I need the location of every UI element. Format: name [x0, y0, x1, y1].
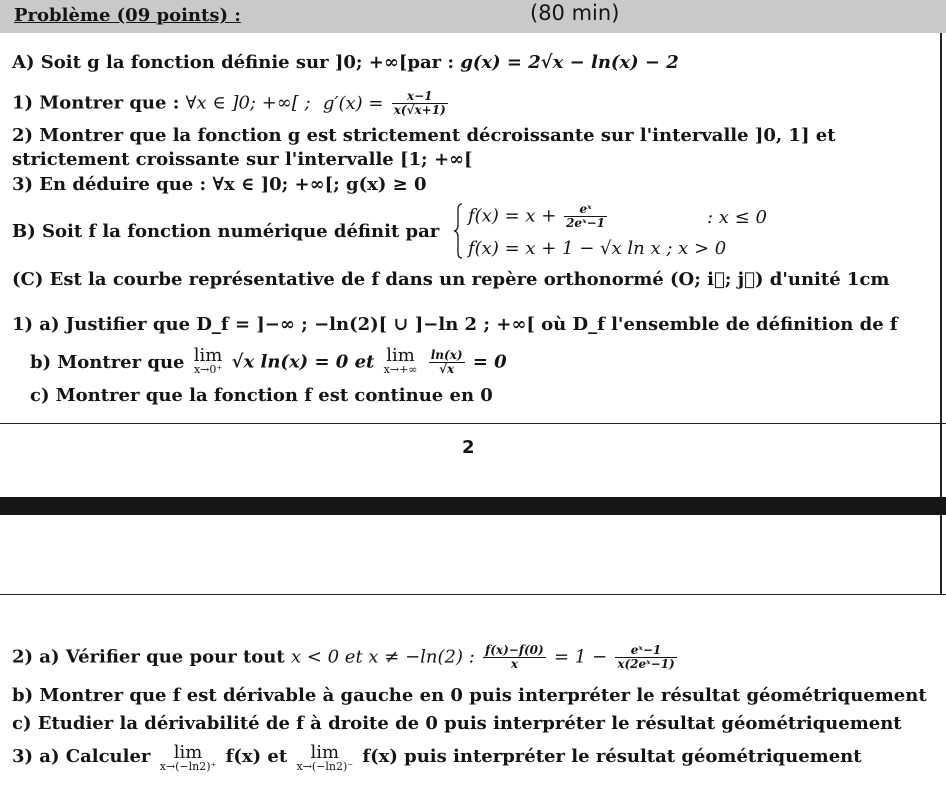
- page-number: 2: [462, 437, 475, 458]
- g-prime-fraction: [392, 90, 448, 117]
- q-c2a-mid: = 1 −: [553, 646, 608, 668]
- question-c2b: b) Montrer que f est dérivable à gauche en 0 puis interpréter le résultat géométriquement: [12, 685, 927, 706]
- case-1-numerator: eˣ: [564, 203, 607, 217]
- question-a1: [12, 90, 450, 117]
- case-1-fraction: [564, 203, 607, 230]
- q-c2a-prefix: 2) a) Vérifier que pour tout: [12, 646, 285, 668]
- limit-3: [159, 742, 217, 774]
- part-a-intro-text: A) Soit g la fonction définie sur ]0; +∞[par :: [12, 52, 455, 73]
- question-c3a: [12, 742, 862, 774]
- right-border: [940, 33, 942, 498]
- curve-description: (C) Est la courbe représentative de f dans un repère orthonormé (O; i⃗; j⃗) d'unité 1cm: [12, 269, 890, 290]
- q-c3a-prefix: 3) a) Calculer: [12, 746, 151, 767]
- rhs-denominator: x(2eˣ−1): [617, 657, 675, 671]
- rate-fraction: [483, 644, 546, 671]
- right-border-lower: [940, 515, 942, 595]
- limit-1: [193, 345, 223, 377]
- limit-4-sub: x→(−ln2)⁻: [296, 760, 354, 773]
- duration: (80 min): [530, 1, 620, 25]
- limit-2-sub: x→+∞: [383, 363, 418, 376]
- divider-bottom: [0, 594, 946, 595]
- limit-2-fraction: [429, 349, 465, 376]
- system-brace: [453, 203, 463, 259]
- limit-4: [296, 742, 354, 774]
- question-c2a: [12, 644, 679, 671]
- limit-2-word: lim: [386, 345, 415, 366]
- q-c2a-cond: x < 0 et x ≠ −ln(2) :: [290, 646, 475, 668]
- q-a1-cond: ∀x ∈ ]0; +∞[ ;: [185, 92, 311, 114]
- case-1-denominator: 2eˣ−1: [566, 216, 605, 230]
- q-c3a-end: f(x) puis interpréter le résultat géométriquement: [362, 746, 862, 767]
- case-2: f(x) = x + 1 − √x ln x ; x > 0: [468, 238, 727, 259]
- rate-numerator: f(x)−f(0): [485, 643, 544, 657]
- question-a2-line2: strictement croissante sur l'intervalle [1; +∞[: [12, 149, 473, 170]
- g-prime-numerator: x−1: [392, 90, 448, 104]
- case-1-lhs: f(x) = x +: [468, 205, 557, 227]
- limit-4-word: lim: [310, 742, 340, 763]
- g-definition: g(x) = 2√x − ln(x) − 2: [460, 52, 679, 73]
- limit-3-word: lim: [173, 742, 203, 763]
- question-a3: 3) En déduire que : ∀x ∈ ]0; +∞[; g(x) ≥ 0: [12, 174, 427, 195]
- rhs-numerator: eˣ−1: [615, 644, 676, 658]
- question-b1b: [12, 345, 507, 377]
- question-b1c: c) Montrer que la fonction f est continue en 0: [30, 385, 493, 406]
- limit-2-end: = 0: [472, 351, 507, 373]
- g-prime-denominator: x(√x+1): [393, 103, 446, 117]
- q-b1b-prefix: b) Montrer que: [30, 351, 185, 373]
- case-1-condition: : x ≤ 0: [707, 207, 767, 228]
- limit-1-word: lim: [193, 345, 223, 366]
- limit-2-numerator: ln(x): [430, 348, 463, 362]
- rate-denominator: x: [510, 657, 518, 671]
- q-a1-prefix: 1) Montrer que :: [12, 92, 180, 114]
- q-c3a-f1: f(x) et: [225, 746, 288, 767]
- header-bar: [0, 0, 946, 33]
- page-break-bar: [0, 497, 946, 515]
- problem-title: Problème (09 points) :: [14, 5, 241, 26]
- part-b-intro: B) Soit f la fonction numérique définit par: [12, 221, 440, 242]
- divider-top: [0, 423, 946, 424]
- case-1: [468, 203, 609, 230]
- rhs-fraction: [615, 644, 676, 671]
- limit-2: [383, 345, 418, 377]
- question-c2c: c) Etudier la dérivabilité de f à droite de 0 puis interpréter le résultat géométriquement: [12, 713, 902, 734]
- limit-2-denominator: √x: [439, 362, 455, 376]
- q-a1-lhs: g′(x) =: [322, 92, 384, 114]
- limit-1-expr: √x ln(x) = 0 et: [231, 351, 375, 373]
- limit-3-sub: x→(−ln2)⁺: [159, 760, 217, 773]
- question-a2-line1: 2) Montrer que la fonction g est strictement décroissante sur l'intervalle ]0, 1] et: [12, 125, 836, 146]
- question-b1a: 1) a) Justifier que D_f = ]−∞ ; −ln(2)[ ∪ ]−ln 2 ; +∞[ où D_f l'ensemble de définition de f: [12, 314, 898, 335]
- limit-1-sub: x→0⁺: [193, 363, 223, 376]
- part-a-intro: [12, 52, 679, 74]
